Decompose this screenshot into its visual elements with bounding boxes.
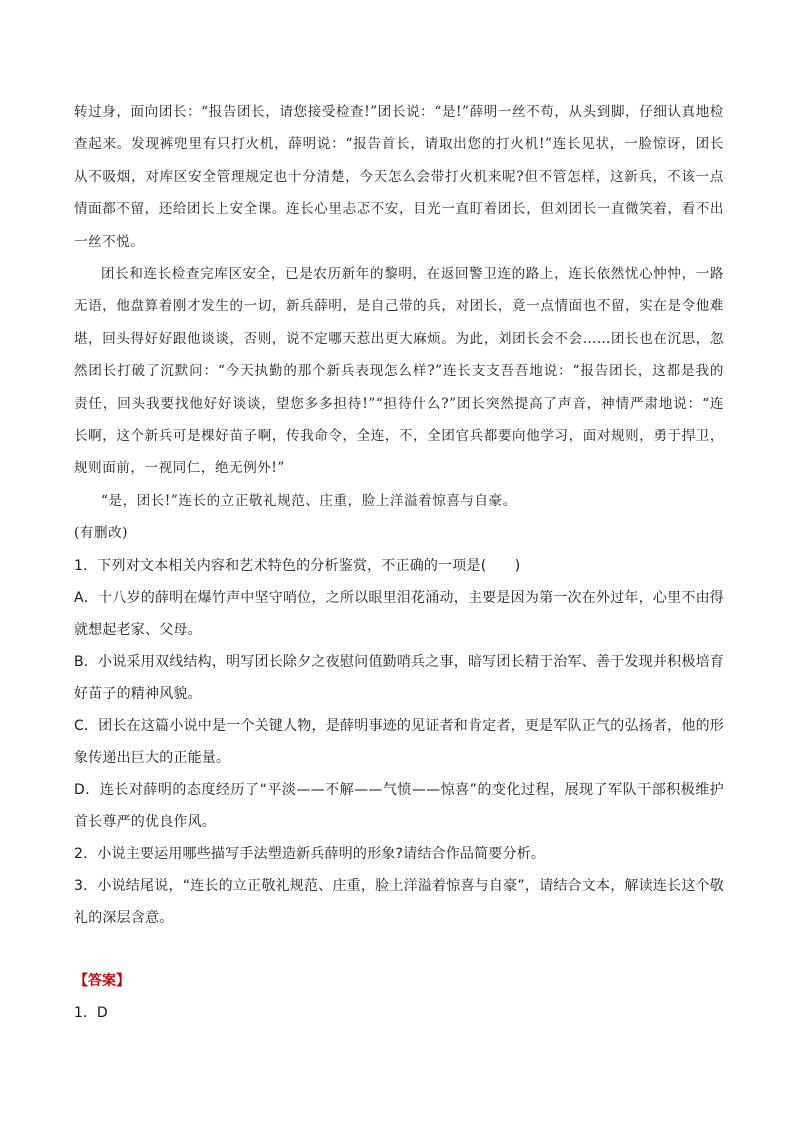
question-3: 3．小说结尾说，“连长的立正敬礼规范、庄重，脸上洋溢着惊喜与自豪”，请结合文本，解读连长这个敬礼的深层含意。 — [74, 877, 724, 926]
option-c: C．团长在这篇小说中是一个关键人物，是薛明事迹的见证者和肯定者，更是军队正气的弘扬者，他的形象传递出巨大的正能量。 — [74, 717, 724, 766]
answer-1: 1．D — [74, 1004, 108, 1021]
question-1: 1．下列对文本相关内容和艺术特色的分析鉴赏，不正确的一项是( ) — [74, 557, 521, 574]
passage-paragraph-2: 团长和连长检查完库区安全，已是农历新年的黎明，在返回警卫连的路上，连长依然忧心忡忡，一路无语，他盘算着刚才发生的一切，新兵薛明，是自己带的兵，对团长，竟一点情面也不留，实在是令他难堪，回头得好好跟他谈谈，否则，说不定哪天惹出更大麻烦。为此，刘团长会不会……团长也在沉思，忽然团长打破了沉默问：“今天执勤的那个新兵表现怎么样?”连长支支吾吾地说：“报告团长，这都是我的责任，回头我要找他好好谈谈，望您多多担待!”“担待什么?”团长突然提高了声音，神情严肃地说：“连长啊，这个新兵可是棵好苗子啊，传我命令，全连，不，全团官兵都要向他学习，面对规则，勇于捍卫，规则面前，一视同仁，绝无例外!” — [74, 266, 724, 477]
story-passage — [74, 96, 724, 550]
document-page — [74, 96, 724, 1029]
passage-paragraph-1: 转过身，面向团长：“报告团长，请您接受检查!”团长说：“是!”薛明一丝不苟，从头到脚，仔细认真地检查起来。发现裤兜里有只打火机，薛明说：“报告首长，请取出您的打火机!”连长见状，一脸惊讶，团长从不吸烟，对库区安全管理规定也十分清楚，今天怎么会带打火机来呢?但不管怎样，这新兵，不该一点情面都不留，还给团长上安全课。连长心里忐忑不安，目光一直盯着团长，但刘团长一直微笑着，看不出一丝不悦。 — [74, 104, 724, 250]
source-note: (有删改) — [74, 525, 129, 542]
answer-section — [74, 965, 724, 1029]
question-2: 2．小说主要运用哪些描写手法塑造新兵薛明的形象?请结合作品简要分析。 — [74, 845, 546, 862]
question-list — [74, 550, 724, 934]
option-d: D．连长对薛明的态度经历了“平淡——不解——气愤——惊喜”的变化过程，展现了军队干部积极维护首长尊严的优良作风。 — [74, 781, 724, 830]
option-a: A．十八岁的薛明在爆竹声中坚守哨位，之所以眼里泪花涌动，主要是因为第一次在外过年，心里不由得就想起老家、父母。 — [74, 589, 724, 638]
answer-heading: 【答案】 — [74, 972, 130, 989]
option-b: B．小说采用双线结构，明写团长除夕之夜慰问值勤哨兵之事，暗写团长精于治军、善于发现并积极培育好苗子的精神风貌。 — [74, 653, 724, 702]
passage-paragraph-3: “是，团长!”连长的立正敬礼规范、庄重，脸上洋溢着惊喜与自豪。 — [101, 492, 517, 509]
